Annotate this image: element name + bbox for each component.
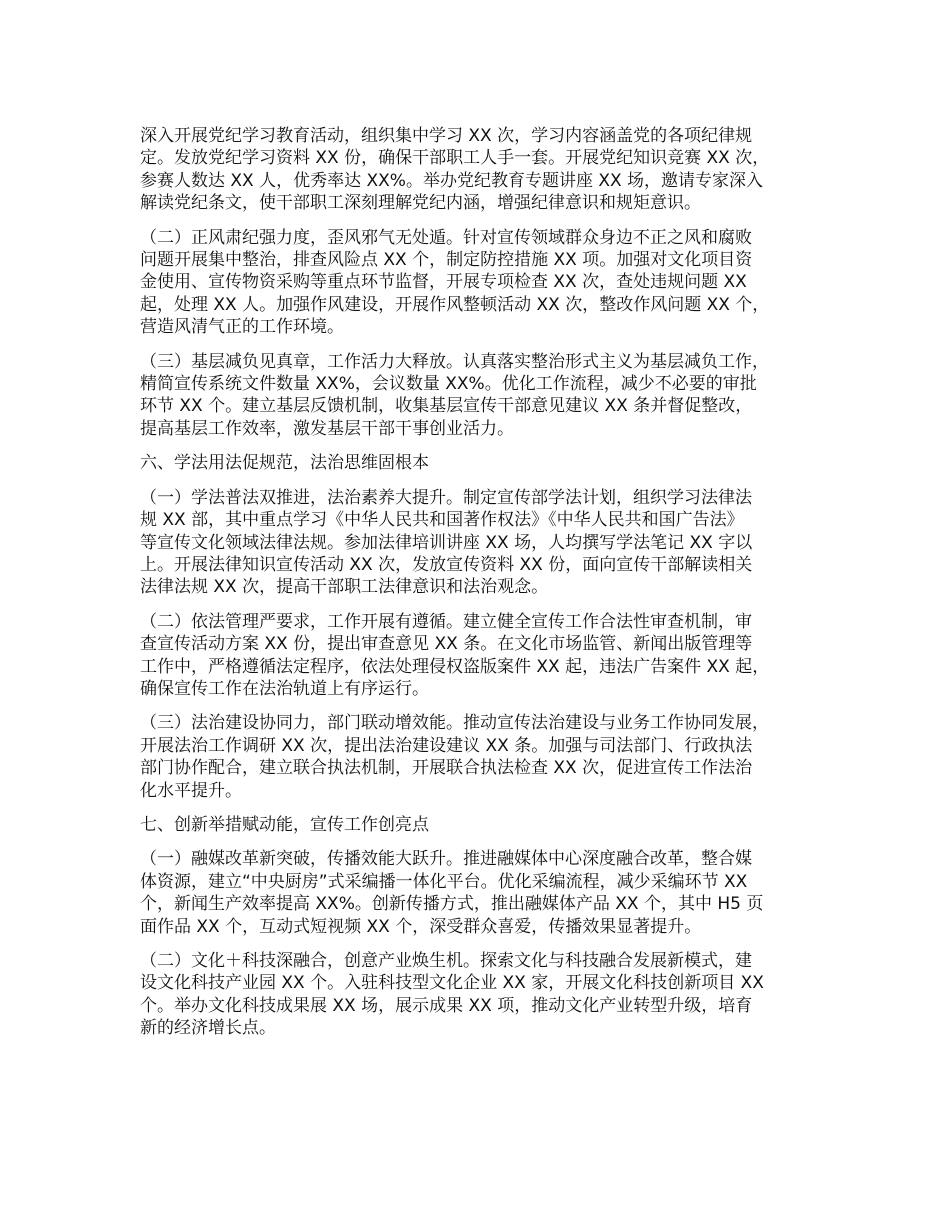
text-line: 开展法治工作调研 XX 次，提出法治建设建议 XX 条。加强与司法部门、行政执法: [140, 735, 753, 756]
paragraph-media-convergence: [140, 848, 830, 938]
text-line: （三）基层减负见真章，工作活力大释放。认真落实整治形式主义为基层减负工作，: [140, 351, 769, 372]
text-line: 工作中，严格遵循法定程序，依法处理侵权盗版案件 XX 起，违法广告案件 XX 起，: [140, 656, 770, 677]
text-line: 金使用、宣传物资采购等重点环节监督，开展专项检查 XX 次，查处违规问题 XX: [140, 272, 747, 293]
text-line: 设文化科技产业园 XX 个。入驻科技型文化企业 XX 家，开展文化科技创新项目 XX: [140, 973, 764, 994]
text-line: 深入开展党纪学习教育活动，组织集中学习 XX 次，学习内容涵盖党的各项纪律规: [140, 126, 753, 146]
text-line: 新的经济增长点。: [140, 1018, 276, 1039]
heading-text: 七、创新举措赋动能，宣传工作创亮点: [140, 814, 429, 835]
text-line: 部门协作配合，建立联合执法机制，开展联合执法检查 XX 次，促进宣传工作法治: [140, 758, 753, 779]
text-line: 个，新闻生产效率提高 XX%。创新传播方式，推出融媒体产品 XX 个，其中 H5 页: [140, 894, 764, 915]
paragraph-grassroots-burden-reduction: [140, 351, 830, 441]
text-line: （二）文化＋科技深融合，创意产业焕生机。探索文化与科技融合发展新模式，建: [140, 951, 752, 971]
text-line: 确保宣传工作在法治轨道上有序运行。: [140, 678, 429, 699]
text-line: 问题开展集中整治，排查风险点 XX 个，制定防控措施 XX 项。加强对文化项目资: [140, 250, 753, 271]
paragraph-party-discipline-education: [140, 125, 830, 215]
document-body: [140, 125, 830, 1052]
heading-text: 六、学法用法促规范，法治思维固根本: [140, 453, 429, 474]
paragraph-discipline-enforcement: [140, 227, 830, 339]
paragraph-culture-tech-integration: [140, 950, 830, 1040]
text-line: （一）学法普法双推进，法治素养大提升。制定宣传部学法计划，组织学习法律法: [140, 487, 752, 508]
text-line: （三）法治建设协同力，部门联动增效能。推动宣传法治建设与业务工作协同发展，: [140, 713, 769, 734]
text-line: （二）依法管理严要求，工作开展有遵循。建立健全宣传工作合法性审查机制，审: [140, 611, 752, 632]
paragraph-law-study: [140, 487, 830, 599]
text-line: 化水平提升。: [140, 780, 242, 801]
text-line: 起，处理 XX 人。加强作风建设，开展作风整顿活动 XX 次，整改作风问题 XX 个，: [140, 294, 770, 315]
paragraph-lawful-management: [140, 611, 830, 701]
text-line: 查宣传活动方案 XX 份，提出审查意见 XX 条。在文化市场监管、新闻出版管理等: [140, 634, 753, 655]
text-line: 规 XX 部，其中重点学习《中华人民共和国著作权法》《中华人民共和国广告法》: [140, 510, 744, 531]
text-line: 参赛人数达 XX 人，优秀率达 XX%。举办党纪教育专题讲座 XX 场，邀请专家深入: [140, 170, 764, 191]
text-line: 面作品 XX 个，互动式短视频 XX 个，深受群众喜爱，传播效果显著提升。: [140, 916, 702, 937]
text-line: 体资源，建立“中央厨房”式采编播一体化平台。优化采编流程，减少采编环节 XX: [140, 871, 748, 892]
text-line: 精简宣传系统文件数量 XX%，会议数量 XX%。优化工作流程，减少不必要的审批: [140, 374, 757, 395]
text-line: 定。发放党纪学习资料 XX 份，确保干部职工人手一套。开展党纪知识竞赛 XX 次，: [140, 148, 770, 169]
text-line: 提高基层工作效率，激发基层干部干事创业活力。: [140, 418, 514, 439]
text-line: 个。举办文化科技成果展 XX 场，展示成果 XX 项，推动文化产业转型升级，培育: [140, 995, 753, 1016]
text-line: 等宣传文化领域法律法规。参加法律培训讲座 XX 场，人均撰写学法笔记 XX 字以: [140, 532, 753, 553]
text-line: 上。开展法律知识宣传活动 XX 次，发放宣传资料 XX 份，面向宣传干部解读相关: [140, 554, 753, 575]
text-line: 解读党纪条文，使干部职工深刻理解党纪内涵，增强纪律意识和规矩意识。: [140, 193, 701, 214]
text-line: 环节 XX 个。建立基层反馈机制，收集基层宣传干部意见建议 XX 条并督促整改，: [140, 396, 753, 417]
paragraph-rule-of-law-coordination: [140, 712, 830, 802]
text-line: （一）融媒改革新突破，传播效能大跃升。推进融媒体中心深度融合改革，整合媒: [140, 849, 752, 870]
section-heading-7: [140, 814, 830, 836]
section-heading-6: [140, 452, 830, 474]
text-line: 法律法规 XX 次，提高干部职工法律意识和法治观念。: [140, 577, 549, 598]
text-line: （二）正风肃纪强力度，歪风邪气无处遁。针对宣传领域群众身边不正之风和腐败: [140, 227, 752, 248]
text-line: 营造风清气正的工作环境。: [140, 317, 344, 338]
